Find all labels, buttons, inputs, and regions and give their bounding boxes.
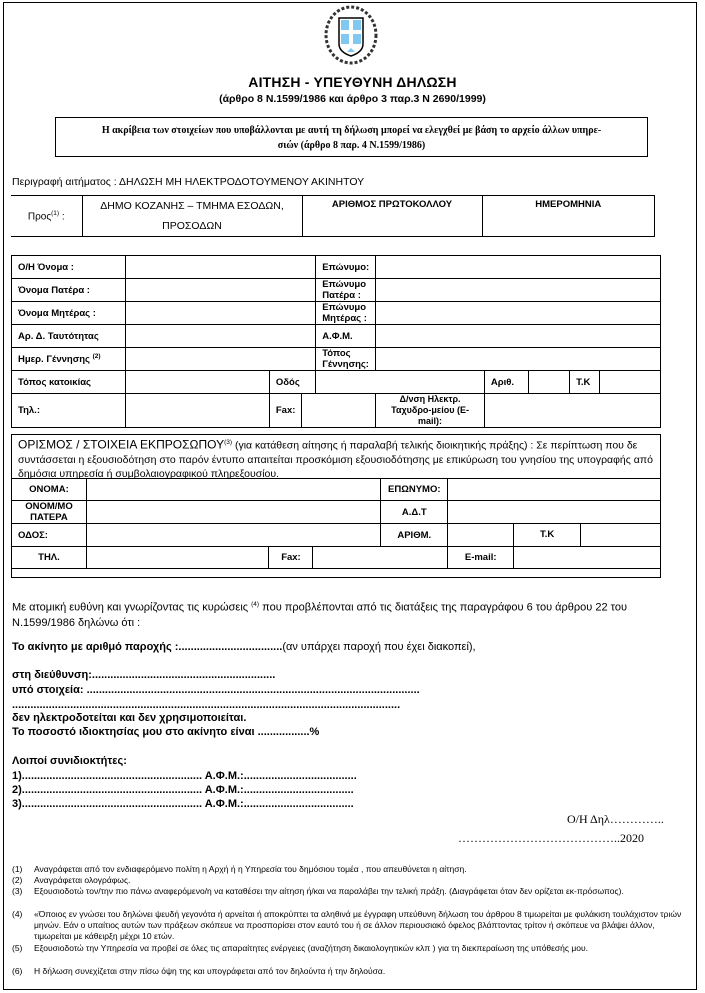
first-name-label: Ο/Η Όνομα : <box>12 256 126 279</box>
email-label: Δ/νση Ηλεκτρ. Ταχυδρο-μείου (E-mail): <box>376 394 485 428</box>
rep-email-label: E-mail: <box>448 547 514 569</box>
footnote-4 <box>12 909 682 942</box>
rep-name-label: ΟΝΟΜΑ: <box>12 479 87 501</box>
declarant-signature[interactable]: Ο/Η Δηλ………….. <box>567 812 664 826</box>
rep-surname-label: ΕΠΩΝΥΜΟ: <box>381 479 448 501</box>
father-surname-label: Επώνυμο Πατέρα : <box>316 279 376 302</box>
footnote-6-text: Η δήλωση συνεχίζεται στην πίσω όψη της και υπογράφεται από τον δηλούντα ή την δηλούσα. <box>34 966 386 976</box>
birth-date-text: Ημερ. Γέννησης <box>18 354 90 366</box>
fax-label: Fax: <box>269 394 302 428</box>
father-name-label: Όνομα Πατέρα : <box>12 279 126 302</box>
rep-postal-cell <box>514 524 661 547</box>
last-name-input[interactable] <box>376 256 661 279</box>
to-label-cell <box>11 196 82 237</box>
residence-label: Τόπος κατοικίας <box>12 371 126 394</box>
rep-surname-input[interactable] <box>448 479 661 501</box>
footnote-2 <box>12 875 682 886</box>
phone-label: Τηλ.: <box>12 394 126 428</box>
rep-father-label <box>12 501 87 524</box>
mother-surname-input[interactable] <box>376 302 661 325</box>
greek-coat-of-arms-icon <box>318 4 384 66</box>
rep-father-label-2: ΠΑΤΕΡΑ <box>30 512 68 523</box>
representative-text: (για κατάθεση αίτησης ή παραλαβή τελικής διοικητικής πράξης) : Σε περίπτωση που δε συντάσσεται η εξουσιοδότηση στο παρόν έντυπο απαιτείται προσκόμιση εξουσιοδότησης με επικύρωση του γνησίου της υπογραφής από δημόσια υπηρεσία ή συμβολαιογραφικού πληρεξουσίου. <box>18 439 653 480</box>
id-number-label: Αρ. Δ. Ταυτότητας <box>12 325 126 348</box>
representative-intro <box>18 436 658 481</box>
street-input[interactable] <box>316 371 485 394</box>
afm-input[interactable] <box>376 325 661 348</box>
father-name-input[interactable] <box>125 279 315 302</box>
mother-name-label: Όνομα Μητέρας : <box>12 302 126 325</box>
rep-fax-label: Fax: <box>269 547 313 569</box>
representative-heading: ΟΡΙΣΜΟΣ / ΣΤΟΙΧΕΙΑ ΕΚΠΡΟΣΩΠΟΥ <box>18 437 225 452</box>
mother-surname-label: Επώνυμο Μητέρας : <box>316 302 376 325</box>
footnote-ref-2: (2) <box>92 352 101 360</box>
rep-name-input[interactable] <box>86 479 380 501</box>
rep-adt-input[interactable] <box>448 501 661 524</box>
details-line[interactable]: υπό στοιχεία: ............................................................................................................. <box>12 684 420 696</box>
supply-number-label: Το ακίνητο με αριθμό παροχής :.................................. <box>12 641 283 653</box>
footnote-5-number: (5) <box>12 943 23 953</box>
declaration-intro-a: Με ατομική ευθύνη και γνωρίζοντας τις κυρώσεις <box>12 601 252 614</box>
birth-place-input[interactable] <box>376 348 661 371</box>
co-owners-label: Λοιποί συνιδιοκτήτες: <box>12 755 127 767</box>
rep-adt-label: Α.Δ.Τ <box>381 501 448 524</box>
residence-input[interactable] <box>125 371 269 394</box>
page-subtitle: (άρθρο 8 Ν.1599/1986 και άρθρο 3 παρ.3 Ν 2690/1999) <box>219 93 486 105</box>
afm-label: Α.Φ.Μ. <box>316 325 376 348</box>
street-label: Οδός <box>269 371 315 394</box>
recipient-value <box>82 196 302 237</box>
address-line[interactable]: στη διεύθυνση:............................................................ <box>12 669 276 681</box>
number-label: Αριθ. <box>484 371 528 394</box>
supply-number-line[interactable] <box>12 641 476 653</box>
id-number-input[interactable] <box>125 325 315 348</box>
rep-street-label: ΟΔΟΣ: <box>12 524 87 547</box>
recipient-line-2: ΠΡΟΣΟΔΩΝ <box>162 220 222 232</box>
birth-date-label <box>12 348 126 371</box>
footnote-1-number: (1) <box>12 864 23 874</box>
protocol-number-header: ΑΡΙΘΜΟΣ ΠΡΩΤΟΚΟΛΛΟΥ <box>331 199 453 210</box>
phone-input[interactable] <box>125 394 269 428</box>
request-description-value: ΔΗΛΩΣΗ ΜΗ ΗΛΕΚΤΡΟΔΟΤΟΥΜΕΝΟΥ ΑΚΙΝΗΤΟΥ <box>119 176 365 188</box>
recipient-table <box>11 195 655 237</box>
birth-date-input[interactable] <box>125 348 315 371</box>
not-powered-statement: δεν ηλεκτροδοτείται και δεν χρησιμοποιείται. <box>12 712 247 724</box>
rep-email-input[interactable] <box>514 547 661 569</box>
page-title: ΑΙΤΗΣΗ - ΥΠΕΥΘΥΝΗ ΔΗΛΩΣΗ <box>248 74 457 90</box>
supply-number-note: (αν υπάρχει παροχή που έχει διακοπεί), <box>282 641 476 653</box>
rep-number-input[interactable] <box>448 524 514 547</box>
footnote-1-text: Αναγράφεται από τον ενδιαφερόμενο πολίτη η Αρχή ή η Υπηρεσία του δημόσιου τομέα , που απευθύνεται η αίτηση. <box>34 864 467 874</box>
footnote-3 <box>12 886 682 908</box>
footnote-6-number: (6) <box>12 966 23 976</box>
rep-postal-input[interactable] <box>581 524 660 546</box>
request-description <box>12 176 364 188</box>
footnote-ref-3: (3) <box>224 439 233 446</box>
to-label: Προς <box>27 211 52 223</box>
footnote-2-text: Αναγράφεται ολογράφως. <box>34 875 131 885</box>
number-input[interactable] <box>528 371 569 394</box>
to-colon: : <box>59 211 65 223</box>
notice-line-1: Η ακρίβεια των στοιχείων που υποβάλλονται με αυτή τη δήλωση μπορεί να ελεγχθεί με βάση το αρχείο άλλων υπηρε- <box>101 125 602 136</box>
email-input[interactable] <box>484 394 660 428</box>
footnote-3-text: Εξουσιοδοτώ τον/την πιο πάνω αναφερόμενο/η να καταθέσει την αίτηση ή/και να παραλάβει την τελική πράξη. (Διαγράφεται όταν δεν ορίζεται εκ-πρόσωπος). <box>34 886 624 896</box>
rep-father-label-1: ΟΝΟΜ/ΜΟ <box>25 501 73 512</box>
rep-postal-label: Τ.Κ <box>514 524 581 546</box>
recipient-line-1: ΔΗΜΟ ΚΟΖΑΝΗΣ – ΤΜΗΜΑ ΕΣΟΔΩΝ, <box>100 200 284 212</box>
footnote-5 <box>12 943 682 965</box>
date-field[interactable] <box>482 196 655 237</box>
postal-code-input[interactable] <box>600 371 661 394</box>
mother-name-input[interactable] <box>125 302 315 325</box>
co-owner-1-line[interactable]: 1)........................................................... Α.Φ.Μ.:..................................... <box>12 770 357 782</box>
footnote-2-number: (2) <box>12 875 23 885</box>
declaration-date-line[interactable]: …………………………………..2020 <box>458 831 644 845</box>
postal-code-label: Τ.Κ <box>570 371 600 394</box>
date-header: ΗΜΕΡΟΜΗΝΙΑ <box>535 199 602 210</box>
notice-line-2: σιών (άρθρο 8 παρ. 4 Ν.1599/1986) <box>277 140 426 151</box>
birth-place-label: Τόπος Γέννησης: <box>316 348 376 371</box>
footnote-3-number: (3) <box>12 886 23 896</box>
personal-details-table <box>11 255 661 428</box>
footnote-6 <box>12 966 682 977</box>
details-continuation-line[interactable]: ............................................................................................................................... <box>12 699 401 711</box>
footnote-5-text: Εξουσιοδοτώ την Υπηρεσία να προβεί σε όλες τις απαραίτητες ενέργειες (αναζήτηση δικαιολογητικών κλπ ) για τη διεκπεραίωση της υπόθεσής μου. <box>34 943 588 953</box>
declaration-intro-b: που προβλέπονται από τις διατάξεις της παραγράφου 6 του άρθρου 22 του Ν.1599/1986 δηλώνω ότι : <box>12 601 627 629</box>
footnote-4-text: «Όποιος εν γνώσει του δηλώνει ψευδή γεγονότα ή αρνείται ή αποκρύπτει τα αληθινά με έγγραφη υπεύθυνη δήλωση του άρθρου 8 τιμωρείται με φυλάκιση τουλάχιστον τριών μηνών. Εάν ο υπαίτιος αυτών των πράξεων σκόπευε να προσπορίσει στον εαυτό του ή σε άλλον περιουσιακό όφελος βλάπτοντας τρίτον ή σκόπευε να βλάψει άλλον, τιμωρείται με κάθειρξη μέχρι 10 ετών. <box>34 909 682 941</box>
rep-number-label: ΑΡΙΘΜ. <box>381 524 448 547</box>
footnote-1 <box>12 864 682 875</box>
co-owner-3-line[interactable]: 3)........................................................... Α.Φ.Μ.:.................................... <box>12 798 354 810</box>
rep-phone-label: ΤΗΛ. <box>12 547 87 569</box>
first-name-input[interactable] <box>125 256 315 279</box>
footnote-4-number: (4) <box>12 909 23 919</box>
rep-phone-input[interactable] <box>86 547 269 569</box>
co-owner-2-line[interactable]: 2)........................................................... Α.Φ.Μ.:.................................... <box>12 784 354 796</box>
ownership-percentage-line[interactable]: Το ποσοστό ιδιοκτησίας μου στο ακίνητο είναι .................% <box>12 726 320 738</box>
declaration-intro <box>12 597 692 631</box>
father-surname-input[interactable] <box>376 279 661 302</box>
fax-input[interactable] <box>302 394 376 428</box>
representative-table <box>11 478 661 569</box>
rep-fax-input[interactable] <box>313 547 448 569</box>
footnote-ref-4: (4) <box>251 601 260 608</box>
rep-street-input[interactable] <box>86 524 380 547</box>
request-description-label: Περιγραφή αιτήματος : <box>12 176 117 188</box>
protocol-number-field[interactable] <box>302 196 482 237</box>
rep-father-input[interactable] <box>86 501 380 524</box>
footnote-ref-1: (1) <box>51 209 60 217</box>
last-name-label: Επώνυμο: <box>316 256 376 279</box>
accuracy-notice <box>55 117 648 157</box>
